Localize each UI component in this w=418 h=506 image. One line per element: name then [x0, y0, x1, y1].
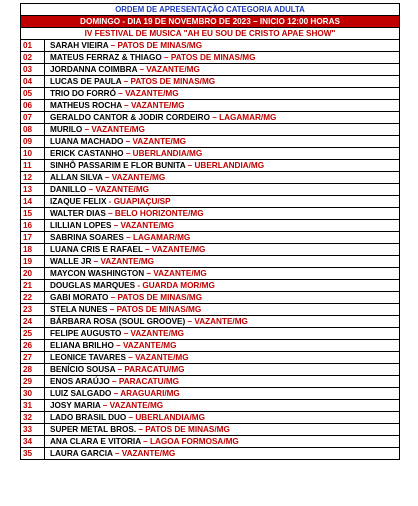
performer-city: VAZANTE/MG [146, 65, 200, 74]
table-row [21, 376, 400, 388]
row-number: 29 [21, 376, 45, 388]
row-entry [45, 448, 400, 460]
performer-city: VAZANTE/MG [130, 329, 185, 338]
row-entry [45, 424, 400, 436]
performer-city: ARAGUARI/MG [120, 389, 180, 398]
performer-city: PATOS DE MINAS/MG [116, 305, 202, 314]
separator: – [109, 377, 119, 386]
performer-name: LUANA MACHADO [50, 137, 124, 146]
separator: – [82, 125, 92, 134]
performer-name: SUPER METAL BROS. [50, 425, 137, 434]
row-number: 24 [21, 316, 45, 328]
performer-city: PARACATU/MG [124, 365, 185, 374]
row-number: 13 [21, 184, 45, 196]
performer-city: VAZANTE/MG [120, 221, 175, 230]
performer-name: LILLIAN LOPES [50, 221, 112, 230]
separator: – [161, 53, 171, 62]
row-entry [45, 412, 400, 424]
performer-city: UBERLANDIA/MG [135, 413, 205, 422]
performer-city: VAZANTE/MG [153, 269, 207, 278]
separator: – [113, 341, 123, 350]
separator: – [102, 173, 112, 182]
row-entry [45, 220, 400, 232]
row-entry [45, 112, 400, 124]
row-number: 01 [21, 40, 45, 52]
row-entry [45, 364, 400, 376]
row-entry [45, 40, 400, 52]
row-entry [45, 172, 400, 184]
performer-name: SARAH VIEIRA [50, 41, 109, 50]
row-number: 16 [21, 220, 45, 232]
row-entry [45, 376, 400, 388]
row-entry [45, 232, 400, 244]
table-row [21, 196, 400, 208]
performer-name: BENÍCIO SOUSA [50, 365, 116, 374]
table-row [21, 388, 400, 400]
table-row [21, 112, 400, 124]
row-number: 21 [21, 280, 45, 292]
row-number: 28 [21, 364, 45, 376]
row-entry [45, 316, 400, 328]
separator: – [185, 161, 195, 170]
performer-name: MATHEUS ROCHA [50, 101, 122, 110]
table-row [21, 160, 400, 172]
table-row [21, 148, 400, 160]
separator: – [136, 425, 146, 434]
header-festival: IV FESTIVAL DE MUSICA "AH EU SOU DE CRISTO APAE SHOW" [21, 28, 400, 40]
performer-name: FELIPE AUGUSTO [50, 329, 122, 338]
row-number: 31 [21, 400, 45, 412]
performer-name: BÁRBARA ROSA (SOUL GROOVE) [50, 317, 186, 326]
table-row [21, 124, 400, 136]
separator: – [86, 185, 96, 194]
performer-name: IZAQUE FELIX [50, 197, 107, 206]
row-number: 25 [21, 328, 45, 340]
row-number: 30 [21, 388, 45, 400]
performer-city: LAGAMAR/MG [219, 113, 277, 122]
row-number: 27 [21, 352, 45, 364]
row-entry [45, 244, 400, 256]
performer-city: VAZANTE/MG [111, 173, 166, 182]
row-number: 10 [21, 148, 45, 160]
separator: – [123, 137, 133, 146]
separator: – [115, 89, 126, 98]
table-row [21, 88, 400, 100]
row-entry [45, 76, 400, 88]
separator: – [112, 449, 122, 458]
row-entry [45, 160, 400, 172]
table-row [21, 328, 400, 340]
row-number: 04 [21, 76, 45, 88]
performer-name: GERALDO CANTOR & JODIR CORDEIRO [50, 113, 210, 122]
row-entry [45, 304, 400, 316]
header-title-row [21, 4, 400, 16]
performer-city: LAGAMAR/MG [132, 233, 191, 242]
performer-city: GUAPIAÇU/SP [113, 197, 171, 206]
row-number: 09 [21, 136, 45, 148]
separator: – [209, 113, 220, 122]
row-number: 20 [21, 268, 45, 280]
row-entry [45, 388, 400, 400]
separator: – [121, 329, 131, 338]
row-entry [45, 184, 400, 196]
performer-city: VAZANTE/MG [130, 101, 185, 110]
row-number: 05 [21, 88, 45, 100]
row-entry [45, 52, 400, 64]
performer-name: DOUGLAS MARQUES [50, 281, 136, 290]
performer-city: PATOS DE MINAS/MG [145, 425, 230, 434]
separator: – [123, 233, 133, 242]
performer-city: VAZANTE/MG [109, 401, 164, 410]
separator: – [121, 101, 131, 110]
row-entry [45, 436, 400, 448]
row-entry [45, 292, 400, 304]
performer-name: WALLE JR [50, 257, 92, 266]
table-row [21, 340, 400, 352]
separator: – [185, 317, 195, 326]
row-number: 35 [21, 448, 45, 460]
performer-city: VAZANTE/MG [135, 353, 189, 362]
row-number: 07 [21, 112, 45, 124]
separator: - [106, 197, 114, 206]
performer-name: LUCAS DE PAULA [50, 77, 122, 86]
performer-city: BELO HORIZONTE/MG [114, 209, 204, 218]
separator: – [115, 365, 125, 374]
row-entry [45, 256, 400, 268]
performer-name: TRIO DO FORRÓ [50, 89, 116, 98]
row-entry [45, 400, 400, 412]
performer-city: PATOS DE MINAS/MG [130, 77, 216, 86]
row-entry [45, 196, 400, 208]
table-row [21, 244, 400, 256]
row-number: 06 [21, 100, 45, 112]
performer-name: LEONICE TAVARES [50, 353, 126, 362]
row-entry [45, 280, 400, 292]
row-entry [45, 268, 400, 280]
performer-name: GABI MORATO [50, 293, 109, 302]
performer-name: JOSY MARIA [50, 401, 101, 410]
table-row [21, 268, 400, 280]
table-row [21, 220, 400, 232]
schedule-body [21, 4, 400, 460]
header-festival-row [21, 28, 400, 40]
performer-city: VAZANTE/MG [100, 257, 155, 266]
separator: – [137, 65, 147, 74]
row-number: 19 [21, 256, 45, 268]
performer-city: VAZANTE/MG [95, 185, 150, 194]
separator: – [123, 149, 133, 158]
row-number: 32 [21, 412, 45, 424]
separator: – [107, 305, 117, 314]
performer-name: LUIZ SALGADO [50, 389, 112, 398]
performer-city: VAZANTE/MG [125, 89, 179, 98]
performer-city: VAZANTE/MG [121, 449, 176, 458]
performer-name: MATEUS FERRAZ & THIAGO [50, 53, 162, 62]
separator: – [105, 209, 115, 218]
header-date: DOMINGO - DIA 19 DE NOVEMBRO DE 2023 – INICIO 12:00 HORAS [21, 16, 400, 28]
separator: – [126, 413, 136, 422]
row-number: 17 [21, 232, 45, 244]
row-number: 11 [21, 160, 45, 172]
separator: – [111, 389, 121, 398]
performer-name: MAYCON WASHINGTON [50, 269, 145, 278]
performer-name: ELIANA BRILHO [50, 341, 114, 350]
table-row [21, 292, 400, 304]
row-number: 12 [21, 172, 45, 184]
row-number: 02 [21, 52, 45, 64]
table-row [21, 436, 400, 448]
performer-name: MURILO [50, 125, 83, 134]
row-entry [45, 328, 400, 340]
table-row [21, 100, 400, 112]
separator: – [121, 77, 131, 86]
row-number: 23 [21, 304, 45, 316]
header-date-row [21, 16, 400, 28]
row-number: 15 [21, 208, 45, 220]
performer-name: JORDANNA COIMBRA [50, 65, 138, 74]
performer-city: VAZANTE/MG [91, 125, 145, 134]
row-entry [45, 88, 400, 100]
row-number: 03 [21, 64, 45, 76]
performer-city: UBERLANDIA/MG [194, 161, 265, 170]
separator: - [135, 281, 143, 290]
performer-name: ANA CLARA E VITORIA [50, 437, 141, 446]
row-entry [45, 136, 400, 148]
performer-city: PATOS DE MINAS/MG [170, 53, 256, 62]
performer-name: LADO BRASIL DUO [50, 413, 127, 422]
table-row [21, 364, 400, 376]
separator: – [144, 269, 154, 278]
row-number: 18 [21, 244, 45, 256]
row-entry [45, 352, 400, 364]
table-row [21, 352, 400, 364]
performer-name: DANILLO [50, 185, 87, 194]
performer-name: STELA NUNES [50, 305, 108, 314]
performer-city: VAZANTE/MG [122, 341, 177, 350]
table-row [21, 400, 400, 412]
table-row [21, 76, 400, 88]
performer-city: VAZANTE/MG [132, 137, 187, 146]
table-row [21, 184, 400, 196]
row-entry [45, 100, 400, 112]
schedule-table [20, 3, 400, 460]
table-row [21, 172, 400, 184]
table-row [21, 208, 400, 220]
performer-name: LAURA GARCIA [50, 449, 113, 458]
performer-name: ALLAN SILVA [50, 173, 103, 182]
performer-city: VAZANTE/MG [194, 317, 248, 326]
table-row [21, 256, 400, 268]
separator: – [125, 353, 136, 362]
performer-name: ENOS ARAÚJO [50, 377, 110, 386]
table-row [21, 424, 400, 436]
table-row [21, 136, 400, 148]
table-row [21, 40, 400, 52]
separator: – [108, 41, 118, 50]
header-title: ORDEM DE APRESENTAÇÃO CATEGORIA ADULTA [21, 4, 400, 16]
table-row [21, 448, 400, 460]
table-row [21, 412, 400, 424]
separator: – [91, 257, 101, 266]
performer-city: UBERLANDIA/MG [132, 149, 203, 158]
performer-name: WALTER DIAS [50, 209, 106, 218]
performer-city: LAGOA FORMOSA/MG [149, 437, 239, 446]
table-row [21, 280, 400, 292]
performer-name: LUANA CRIS E RAFAEL [50, 245, 143, 254]
row-entry [45, 340, 400, 352]
separator: – [111, 221, 121, 230]
table-row [21, 304, 400, 316]
separator: – [140, 437, 150, 446]
row-entry [45, 124, 400, 136]
performer-city: GUARDA MOR/MG [142, 281, 215, 290]
separator: – [108, 293, 118, 302]
performer-city: VAZANTE/MG [151, 245, 206, 254]
performer-name: SINHÔ PASSARIM E FLOR BUNITA [50, 161, 186, 170]
row-number: 33 [21, 424, 45, 436]
table-row [21, 316, 400, 328]
row-number: 22 [21, 292, 45, 304]
table-row [21, 64, 400, 76]
separator: – [100, 401, 110, 410]
row-number: 14 [21, 196, 45, 208]
row-number: 34 [21, 436, 45, 448]
performer-city: PATOS DE MINAS/MG [117, 293, 203, 302]
performer-city: PATOS DE MINAS/MG [117, 41, 203, 50]
table-row [21, 232, 400, 244]
separator: – [142, 245, 152, 254]
performer-name: ERICK CASTANHO [50, 149, 124, 158]
row-entry [45, 148, 400, 160]
row-number: 26 [21, 340, 45, 352]
row-entry [45, 64, 400, 76]
row-entry [45, 208, 400, 220]
performer-city: PARACATU/MG [118, 377, 180, 386]
table-row [21, 52, 400, 64]
row-number: 08 [21, 124, 45, 136]
performer-name: SABRINA SOARES [50, 233, 124, 242]
